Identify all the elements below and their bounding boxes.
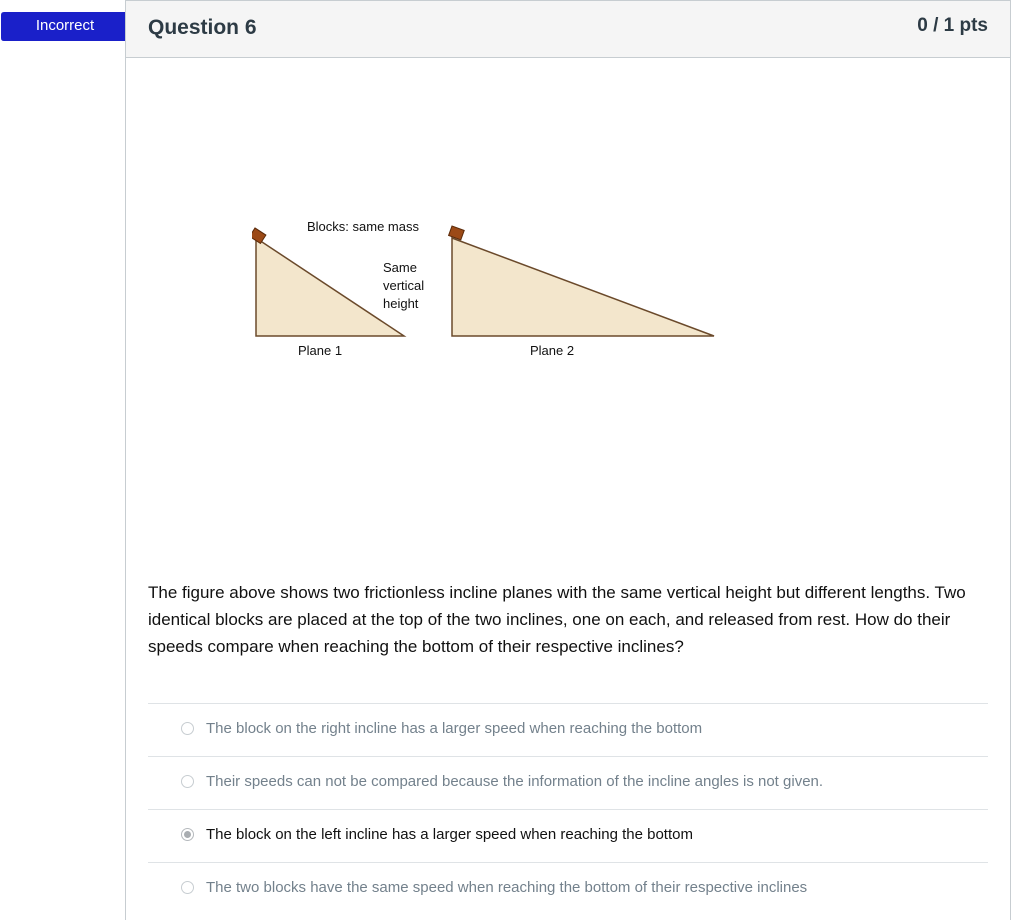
plane-2-label: Plane 2 — [530, 343, 575, 358]
same-height-label-line-1: Same — [383, 260, 417, 275]
question-title: Question 6 — [148, 16, 257, 39]
radio-button[interactable] — [181, 775, 194, 788]
plane-2-triangle — [452, 238, 714, 336]
answer-label: The block on the right incline has a larger speed when reaching the bottom — [206, 720, 703, 737]
incline-planes-figure — [252, 216, 722, 366]
question-text: The figure above shows two frictionless incline planes with the same vertical height but different lengths. Two identical blocks are placed at the top of the two inclines, one on each, and released from rest. How do their speeds compare when reaching the bottom of their respective inclines? — [148, 583, 966, 656]
answer-option[interactable] — [148, 862, 988, 915]
same-height-label-line-3: height — [383, 296, 419, 311]
incorrect-badge — [1, 12, 129, 41]
incorrect-badge-label: Incorrect — [35, 17, 95, 34]
radio-button[interactable] — [181, 722, 194, 735]
answer-label: Their speeds can not be compared because the information of the incline angles is not given. — [206, 773, 824, 790]
plane-1-label: Plane 1 — [298, 343, 343, 358]
radio-button-selected[interactable] — [181, 828, 194, 841]
answer-label: The block on the left incline has a larger speed when reaching the bottom — [206, 826, 693, 843]
answer-list — [148, 703, 988, 915]
answer-option-selected[interactable] — [148, 809, 988, 862]
radio-button[interactable] — [181, 881, 194, 894]
question-points: 0 / 1 pts — [917, 15, 988, 36]
question-card — [125, 0, 1011, 920]
plane-1-block — [252, 228, 266, 243]
plane-2-block — [449, 226, 465, 240]
same-height-label-line-2: vertical — [383, 278, 425, 293]
answer-label: The two blocks have the same speed when reaching the bottom of their respective inclines — [206, 879, 808, 896]
question-header — [126, 1, 1010, 58]
answer-option[interactable] — [148, 756, 988, 809]
blocks-mass-label: Blocks: same mass — [307, 219, 419, 234]
plane-1-triangle — [256, 238, 404, 336]
answer-option[interactable] — [148, 703, 988, 756]
